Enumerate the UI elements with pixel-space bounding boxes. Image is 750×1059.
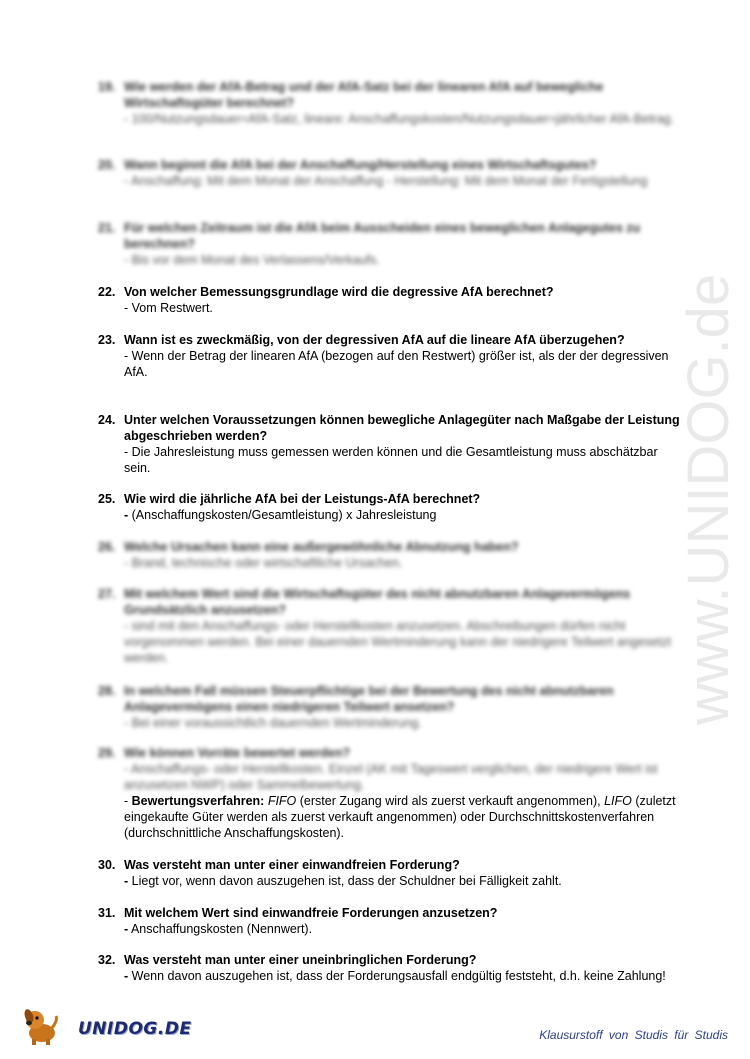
question-text: Unter welchen Voraussetzungen können bewegliche Anlagegüter nach Maßgabe der Leistung abgeschrieben werden? <box>124 413 680 443</box>
question-26 <box>98 539 683 571</box>
question-number: 23. <box>98 333 116 347</box>
answer-text: - Die Jahresleistung muss gemessen werden können und die Gesamtleistung muss abschätzbar sein. <box>124 445 658 475</box>
question-text: Von welcher Bemessungsgrundlage wird die degressive AfA berechnet? <box>124 285 554 299</box>
question-24 <box>98 412 683 476</box>
logo-text: UNIDOG.DE <box>78 1019 192 1039</box>
answer-text: - Bis vor dem Monat des Verlassens/Verkaufs. <box>124 253 380 267</box>
question-number: 27. <box>98 587 116 601</box>
watermark-text: www.UNIDOG.de <box>676 273 741 725</box>
question-25 <box>98 491 683 523</box>
answer-text: - Wenn davon auszugehen ist, dass der Forderungsausfall endgültig feststeht, d.h. keine Zahlung! <box>124 969 666 983</box>
answer-text: - Vom Restwert. <box>124 301 213 315</box>
question-text: Welche Ursachen kann eine außergewöhnliche Abnutzung haben? <box>124 540 519 554</box>
answer-text: - Anschaffung: Mit dem Monat der Anschaffung - Herstellung: Mit dem Monat der Fertigstellung <box>124 174 648 188</box>
answer-text: - Brand, technische oder wirtschaftliche Ursachen. <box>124 556 403 570</box>
question-19 <box>98 79 683 127</box>
question-text: Wie wird die jährliche AfA bei der Leistungs-AfA berechnet? <box>124 492 481 506</box>
question-number: 30. <box>98 858 116 872</box>
question-text: Für welchen Zeitraum ist die AfA beim Ausscheiden eines beweglichen Anlagegutes zu berechnen? <box>124 221 641 251</box>
question-27 <box>98 586 683 666</box>
question-number: 28. <box>98 684 116 698</box>
question-text: Was versteht man unter einer einwandfreien Forderung? <box>124 858 460 872</box>
answer-text: - Anschaffungskosten (Nennwert). <box>124 922 313 936</box>
unidog-logo[interactable] <box>22 1006 192 1046</box>
question-29-answer-visible <box>98 793 683 841</box>
question-number: 29. <box>98 746 116 760</box>
question-text: Mit welchem Wert sind einwandfreie Forderungen anzusetzen? <box>124 906 498 920</box>
question-text: Wie können Vorräte bewertet werden? <box>124 746 351 760</box>
question-28 <box>98 683 683 731</box>
answer-text: - Liegt vor, wenn davon auszugehen ist, dass der Schuldner bei Fälligkeit zahlt. <box>124 874 562 888</box>
question-number: 22. <box>98 285 116 299</box>
answer-text: - (Anschaffungskosten/Gesamtleistung) x Jahresleistung <box>124 508 437 522</box>
answer-text: - Bei einer voraussichtlich dauernden Wertminderung. <box>124 716 422 730</box>
footer-tagline: Klausurstoff von Studis für Studis <box>539 1028 728 1042</box>
question-23 <box>98 332 683 380</box>
question-text: Wann ist es zweckmäßig, von der degressiven AfA auf die lineare AfA überzugehen? <box>124 333 625 347</box>
question-number: 21. <box>98 221 116 235</box>
question-number: 19. <box>98 80 116 94</box>
answer-text: - 100/Nutzungsdauer=AfA-Satz, lineare: Anschaffungskosten/Nutzungsdauer=jährlicher AfA-Betrag. <box>124 112 675 126</box>
answer-text: - sind mit den Anschaffungs- oder Herstellkosten anzusetzen. Abschreibungen dürfen nicht vorgenommen werden. Bei einer dauernden Wertminderung kann der niedrigere Teilwert angesetzt werden. <box>124 619 672 665</box>
question-number: 31. <box>98 906 116 920</box>
question-number: 32. <box>98 953 116 967</box>
question-text: Mit welchem Wert sind die Wirtschaftsgüter des nicht abnutzbaren Anlagevermögens Grundsätzlich anzusetzen? <box>124 587 631 617</box>
question-31 <box>98 905 683 937</box>
question-text: Wie werden der AfA-Betrag und der AfA-Satz bei der linearen AfA auf bewegliche Wirtschaftsgüter berechnet? <box>124 80 604 110</box>
question-21 <box>98 220 683 268</box>
question-text: Wann beginnt die AfA bei der Anschaffung/Herstellung eines Wirtschaftsgutes? <box>124 158 597 172</box>
question-number: 20. <box>98 158 116 172</box>
question-number: 24. <box>98 413 116 427</box>
question-22 <box>98 284 683 316</box>
answer-text: - Anschaffungs- oder Herstellkosten. Einzel (AK mit Tageswert verglichen, der niedrigere Wert ist anzusetzen NWP) oder Sammelbewertung. <box>124 762 658 792</box>
question-32 <box>98 952 683 984</box>
answer-text: - Bewertungsverfahren: FIFO (erster Zugang wird als zuerst verkauft angenommen), LIFO (zuletzt eingekaufte Güter werden als zuerst verkauft angenommen) oder Durchschnittskostenverfahren (durchschnittliche Anschaffungskosten). <box>124 794 676 840</box>
dog-icon <box>22 1006 60 1046</box>
question-20 <box>98 157 683 189</box>
question-30 <box>98 857 683 889</box>
question-29 <box>98 745 683 793</box>
question-text: Was versteht man unter einer uneinbringlichen Forderung? <box>124 953 477 967</box>
question-text: In welchem Fall müssen Steuerpflichtige bei der Bewertung des nicht abnutzbaren Anlagevermögens einen niedrigeren Teilwert ansetzen? <box>124 684 614 714</box>
answer-text: - Wenn der Betrag der linearen AfA (bezogen auf den Restwert) größer ist, als der der degressiven AfA. <box>124 349 669 379</box>
question-number: 26. <box>98 540 116 554</box>
question-number: 25. <box>98 492 116 506</box>
